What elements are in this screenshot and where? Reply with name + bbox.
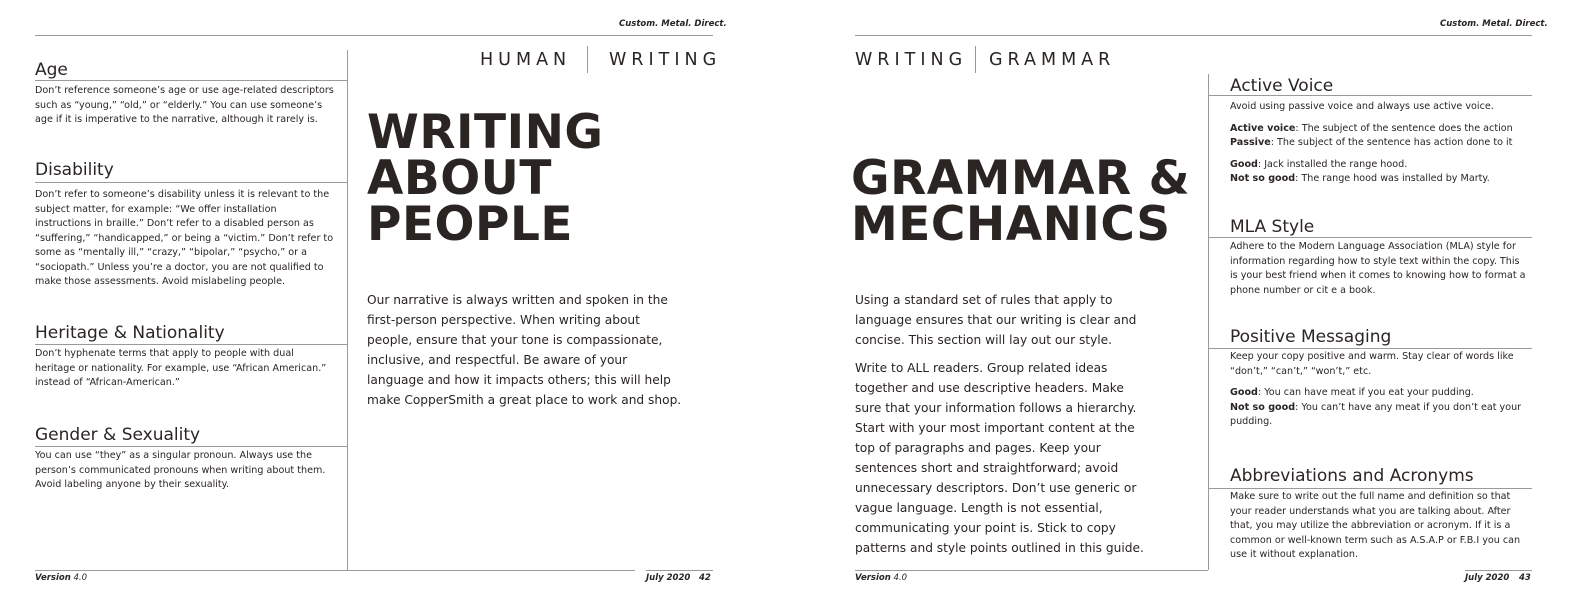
heritage-text: Don’t hyphenate terms that apply to people with dual heritage or nationality. For example, use “African American.” instead of “African-American.”: [35, 348, 327, 388]
abbrev-heading: Abbreviations and Acronyms: [1230, 466, 1474, 486]
mla-rule: [1208, 237, 1532, 238]
active-voice-intro: Avoid using passive voice and always use active voice.: [1230, 101, 1494, 112]
passive-def: : The subject of the sentence has action done to it: [1270, 137, 1513, 148]
positive-good-example: [1230, 386, 1530, 401]
age-rule: [35, 80, 347, 81]
positive-notgood-text: : You can’t have any meat if you don’t eat your pudding.: [1230, 401, 1522, 427]
left-nav-human: HUMAN: [480, 50, 572, 70]
right-body: [855, 290, 1153, 566]
left-page-number: 42: [699, 573, 711, 583]
left-nav-divider: [587, 46, 588, 73]
active-voice-rule: [1208, 95, 1532, 96]
not-so-good-example: : The range hood was installed by Marty.: [1295, 173, 1490, 184]
passive-voice-definition: [1230, 136, 1530, 151]
right-title-line-1: GRAMMAR &: [851, 151, 1191, 206]
heritage-rule: [35, 344, 347, 345]
active-voice-label: Active voice: [1230, 122, 1296, 134]
right-page-number: 43: [1519, 573, 1531, 583]
right-version-number: 4.0: [893, 573, 908, 583]
positive-good-text: : You can have meat if you eat your pudding.: [1257, 387, 1474, 398]
abbrev-rule: [1208, 488, 1532, 489]
left-top-rule: [35, 35, 713, 36]
left-date: July 2020: [646, 573, 691, 583]
right-nav-writing: WRITING: [855, 50, 968, 70]
left-footer-rule: [35, 570, 635, 571]
abbrev-text: Make sure to write out the full name and definition so that your reader understands what you are talking about. After that, you may utilize the abbreviation or acronym. If it is a common or well-known term such as A.S.A.P or F.B.I you can use it without explanation.: [1230, 491, 1521, 560]
right-top-rule: [855, 35, 1532, 36]
right-version-label: Version: [855, 573, 891, 583]
disability-rule: [35, 182, 347, 183]
left-title-line-1: WRITING: [367, 105, 604, 160]
age-text: Don’t reference someone’s age or use age-related descriptors such as “young,” “old,” or “elderly.” You can use someone’s age if it is imperative to the narrative, although it rarely is.: [35, 85, 334, 125]
active-voice-bad-example: [1230, 172, 1530, 187]
active-voice-text: [1230, 100, 1530, 187]
heritage-heading: Heritage & Nationality: [35, 323, 225, 343]
positive-heading: Positive Messaging: [1230, 327, 1392, 347]
active-voice-good-example: [1230, 158, 1530, 173]
left-title: [367, 105, 604, 252]
left-nav-writing: WRITING: [609, 50, 722, 70]
disability-heading: Disability: [35, 160, 114, 180]
left-body-text: Our narrative is always written and spoken in the first-person perspective. When writing about people, ensure that your tone is compassionate, inclusive, and respectful. Be aware of your language and how it impacts others; this will help make CopperSmith a great place to work and shop.: [367, 293, 682, 407]
left-title-line-3: PEOPLE: [367, 197, 574, 252]
right-footer-rule: [855, 570, 1208, 571]
disability-text: Don’t refer to someone’s disability unless it is relevant to the subject matter, for example: “We offer installation instructions in braille.” Don’t refer to a disabled person as “suffering,” “handicapped,” or being a “victim.” Don’t refer to some as “mentally ill,” “crazy,” “bipolar,” “psycho,” or a “sociopath.” Unless you’re a doctor, you are not qualified to make those assessments. Avoid mislabeling people.: [35, 189, 334, 287]
age-heading: Age: [35, 60, 68, 80]
gender-heading: Gender & Sexuality: [35, 425, 201, 445]
left-tagline: Custom. Metal. Direct.: [619, 19, 727, 29]
active-voice-definition: [1230, 122, 1530, 137]
positive-bad-example: [1230, 401, 1530, 430]
mla-text: Adhere to the Modern Language Association (MLA) style for information regarding how to style text within the copy. This is your best friend when it comes to knowing how to format a phone number or cit e a book.: [1230, 241, 1526, 296]
active-voice-heading: Active Voice: [1230, 76, 1334, 96]
passive-label: Passive: [1230, 137, 1271, 148]
good-example: : Jack installed the range hood.: [1257, 158, 1408, 170]
left-version-number: 4.0: [73, 573, 88, 583]
left-column-divider: [347, 50, 348, 570]
right-footer-rule-short: [1465, 570, 1532, 571]
right-title: [851, 151, 1191, 252]
mla-heading: MLA Style: [1230, 217, 1315, 237]
positive-good-label: Good: [1230, 387, 1258, 398]
right-body-paragraph-1: Using a standard set of rules that apply to language ensures that our writing is clear and concise. This section will lay out our style.: [855, 293, 1137, 347]
positive-text: [1230, 350, 1530, 430]
gender-rule: [35, 446, 347, 447]
active-voice-def: : The subject of the sentence does the action: [1295, 122, 1513, 134]
right-title-line-2: MECHANICS: [851, 197, 1171, 252]
left-title-line-2: ABOUT: [367, 151, 552, 206]
right-nav-divider: [975, 46, 976, 73]
not-so-good-label: Not so good: [1230, 173, 1296, 184]
gender-text: You can use “they” as a singular pronoun. Always use the person’s communicated pronouns when writing about them. Avoid labeling anyone by their sexuality.: [35, 450, 326, 490]
positive-intro: Keep your copy positive and warm. Stay clear of words like “don’t,” “can’t,” “won’t,” etc.: [1230, 351, 1514, 377]
right-date: July 2020: [1465, 573, 1510, 583]
right-version: [855, 573, 907, 583]
right-tagline: Custom. Metal. Direct.: [1440, 19, 1548, 29]
positive-notgood-label: Not so good: [1230, 401, 1296, 413]
left-version-label: Version: [35, 573, 71, 583]
right-column-divider: [1208, 74, 1209, 570]
right-body-paragraph-2: Write to ALL readers. Group related ideas together and use descriptive headers. Make sure that your information follows a hierarchy. Start with your most important content at the top of paragraphs and pages. Keep your sentences short and straightforward; avoid unnecessary descriptors. Don’t use generic or vague language. Length is not essential, communicating your point is. Stick to copy patterns and style points outlined in this guide.: [855, 361, 1144, 555]
left-version: [35, 573, 87, 583]
good-label: Good: [1230, 158, 1258, 170]
positive-rule: [1208, 348, 1532, 349]
right-nav-grammar: GRAMMAR: [989, 50, 1116, 70]
left-footer-rule-short: [646, 570, 713, 571]
